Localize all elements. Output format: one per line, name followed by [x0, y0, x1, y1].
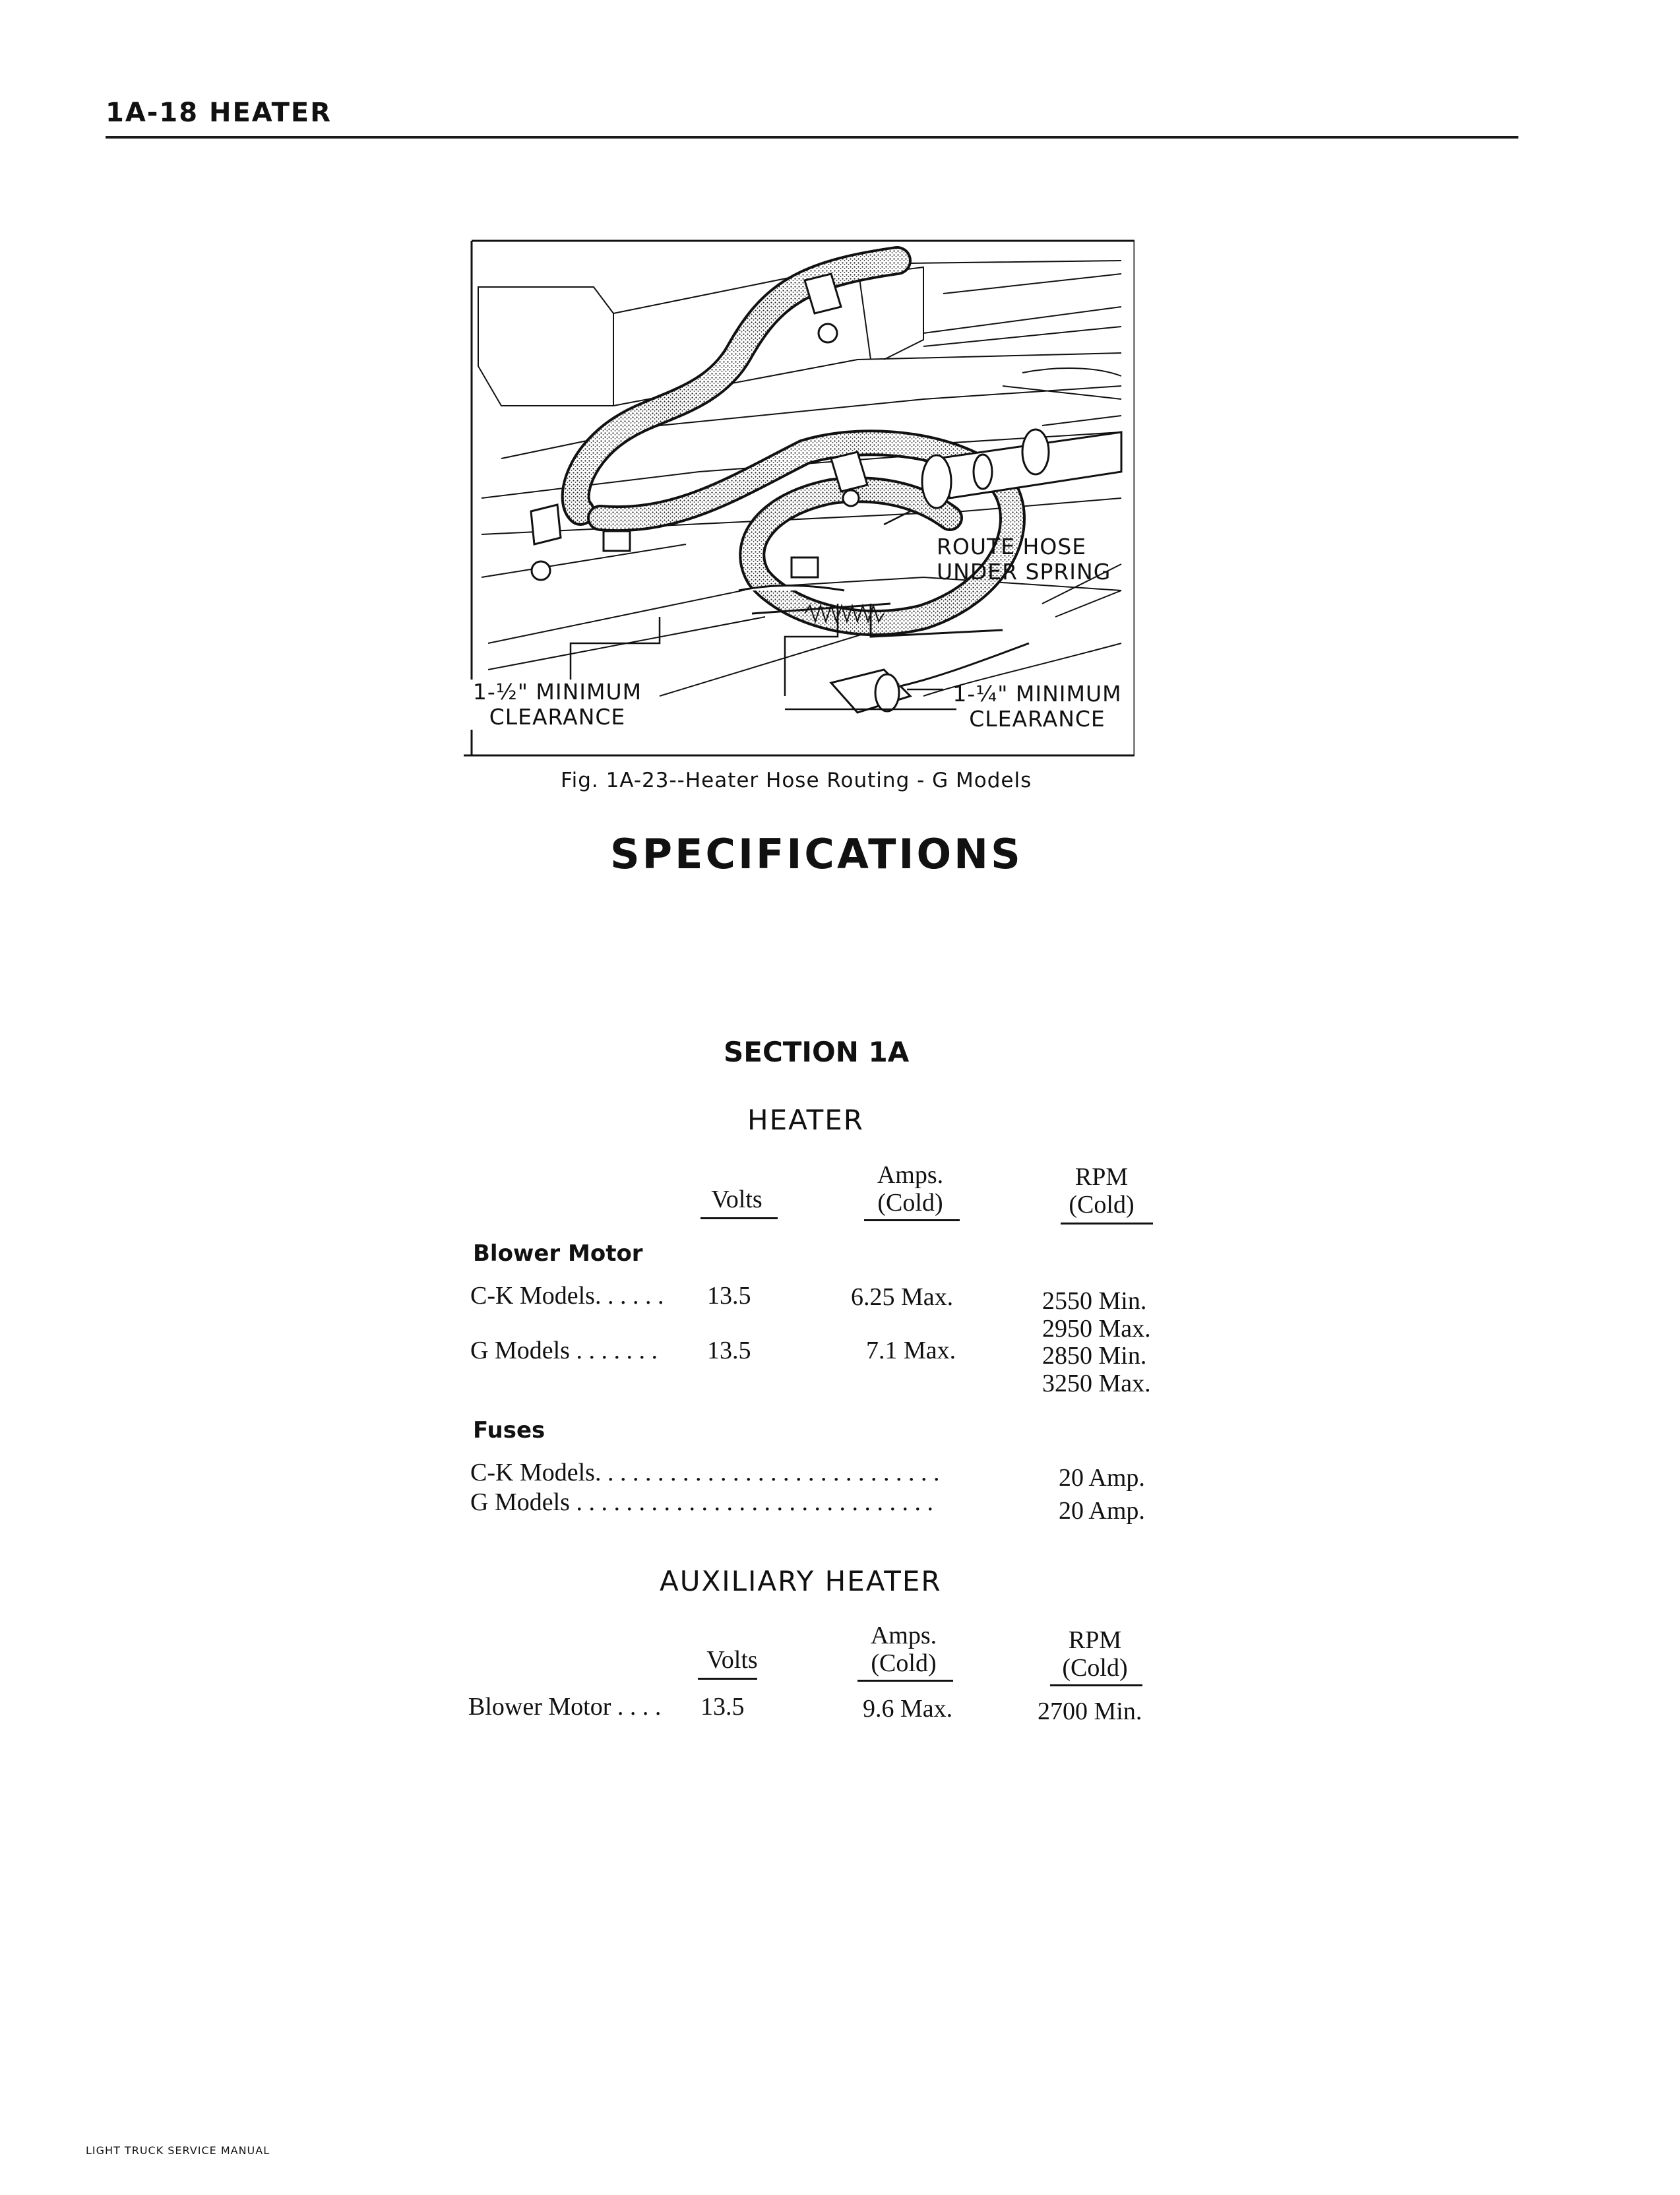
callout-right-clearance: [950, 682, 1125, 732]
ck-models-rpm-max: 2950 Max.: [1042, 1315, 1151, 1343]
g-models-label: G Models . . . . . . .: [470, 1337, 658, 1364]
heater-col-amps-underline: [864, 1219, 960, 1221]
heater-col-amps-line2: (Cold): [877, 1189, 943, 1217]
aux-blower-motor-rpm: 2700 Min.: [1038, 1698, 1142, 1725]
aux-col-amps-line1: Amps.: [870, 1622, 937, 1649]
g-models-volts: 13.5: [707, 1337, 751, 1364]
aux-col-rpm-line2: (Cold): [1062, 1654, 1128, 1682]
header-rule: [106, 136, 1518, 139]
callout-left-clearance: [462, 680, 653, 730]
callout-route-hose-line2: UNDER SPRING: [937, 559, 1111, 585]
footer-manual-title: LIGHT TRUCK SERVICE MANUAL: [86, 2144, 270, 2157]
heater-col-rpm-line2: (Cold): [1069, 1191, 1135, 1219]
g-models-rpm-max: 3250 Max.: [1042, 1370, 1151, 1397]
aux-blower-motor-volts: 13.5: [700, 1693, 745, 1721]
aux-blower-motor-amps: 9.6 Max.: [863, 1695, 953, 1723]
fuses-g-models-label: G Models . . . . . . . . . . . . . . . . . . . . . . . . . . . . .: [470, 1488, 933, 1516]
heater-col-volts-label: Volts: [711, 1186, 762, 1213]
heater-col-amps-line1: Amps.: [877, 1161, 944, 1189]
aux-col-volts-label: Volts: [706, 1646, 758, 1674]
fuses-label: Fuses: [473, 1417, 545, 1444]
aux-col-rpm-underline: [1050, 1684, 1142, 1686]
heater-col-volts: [700, 1186, 773, 1213]
figure-heater-hose-routing: [462, 234, 1135, 759]
fuses-g-models-value: 20 Amp.: [1059, 1497, 1145, 1525]
heater-col-rpm-underline: [1061, 1223, 1153, 1225]
aux-col-amps-line2: (Cold): [871, 1649, 937, 1677]
callout-right-clearance-line2: CLEARANCE: [969, 706, 1105, 732]
ck-models-amps: 6.25 Max.: [851, 1283, 954, 1311]
fuses-ck-models-value: 20 Amp.: [1059, 1464, 1145, 1492]
g-models-rpm-min: 2850 Min.: [1042, 1342, 1147, 1370]
ck-models-volts: 13.5: [707, 1282, 751, 1310]
aux-col-amps: [857, 1622, 950, 1677]
ck-models-label: C-K Models. . . . . .: [470, 1282, 664, 1310]
heater-title: HEATER: [747, 1104, 864, 1136]
heater-col-amps: [861, 1161, 960, 1217]
page-header: 1A-18 HEATER: [106, 98, 332, 128]
aux-col-rpm: [1049, 1626, 1141, 1682]
callout-left-clearance-line1: 1-½" MINIMUM: [472, 679, 642, 705]
aux-col-amps-underline: [857, 1680, 953, 1682]
aux-col-volts: [696, 1646, 768, 1674]
heater-col-rpm-line1: RPM: [1074, 1163, 1129, 1191]
heater-col-volts-underline: [700, 1217, 778, 1219]
heater-col-rpm: [1055, 1163, 1148, 1219]
ck-models-rpm-min: 2550 Min.: [1042, 1287, 1147, 1315]
blower-motor-label: Blower Motor: [473, 1240, 643, 1267]
callout-right-clearance-line1: 1-¼" MINIMUM: [952, 681, 1122, 707]
callout-route-hose-line1: ROUTE HOSE: [937, 534, 1087, 559]
aux-col-rpm-line1: RPM: [1068, 1626, 1122, 1654]
fuses-ck-models-label: C-K Models. . . . . . . . . . . . . . . . . . . . . . . . . . . .: [470, 1459, 940, 1486]
specifications-title: SPECIFICATIONS: [610, 830, 1023, 878]
figure-caption: Fig. 1A-23--Heater Hose Routing - G Models: [561, 769, 1032, 792]
section-title: SECTION 1A: [724, 1036, 910, 1068]
callout-left-clearance-line2: CLEARANCE: [489, 704, 626, 730]
auxiliary-heater-title: AUXILIARY HEATER: [660, 1565, 942, 1597]
g-models-amps: 7.1 Max.: [866, 1337, 956, 1364]
aux-blower-motor-label: Blower Motor . . . .: [468, 1693, 662, 1721]
callout-route-hose: [937, 534, 1111, 585]
aux-col-volts-underline: [698, 1678, 757, 1680]
